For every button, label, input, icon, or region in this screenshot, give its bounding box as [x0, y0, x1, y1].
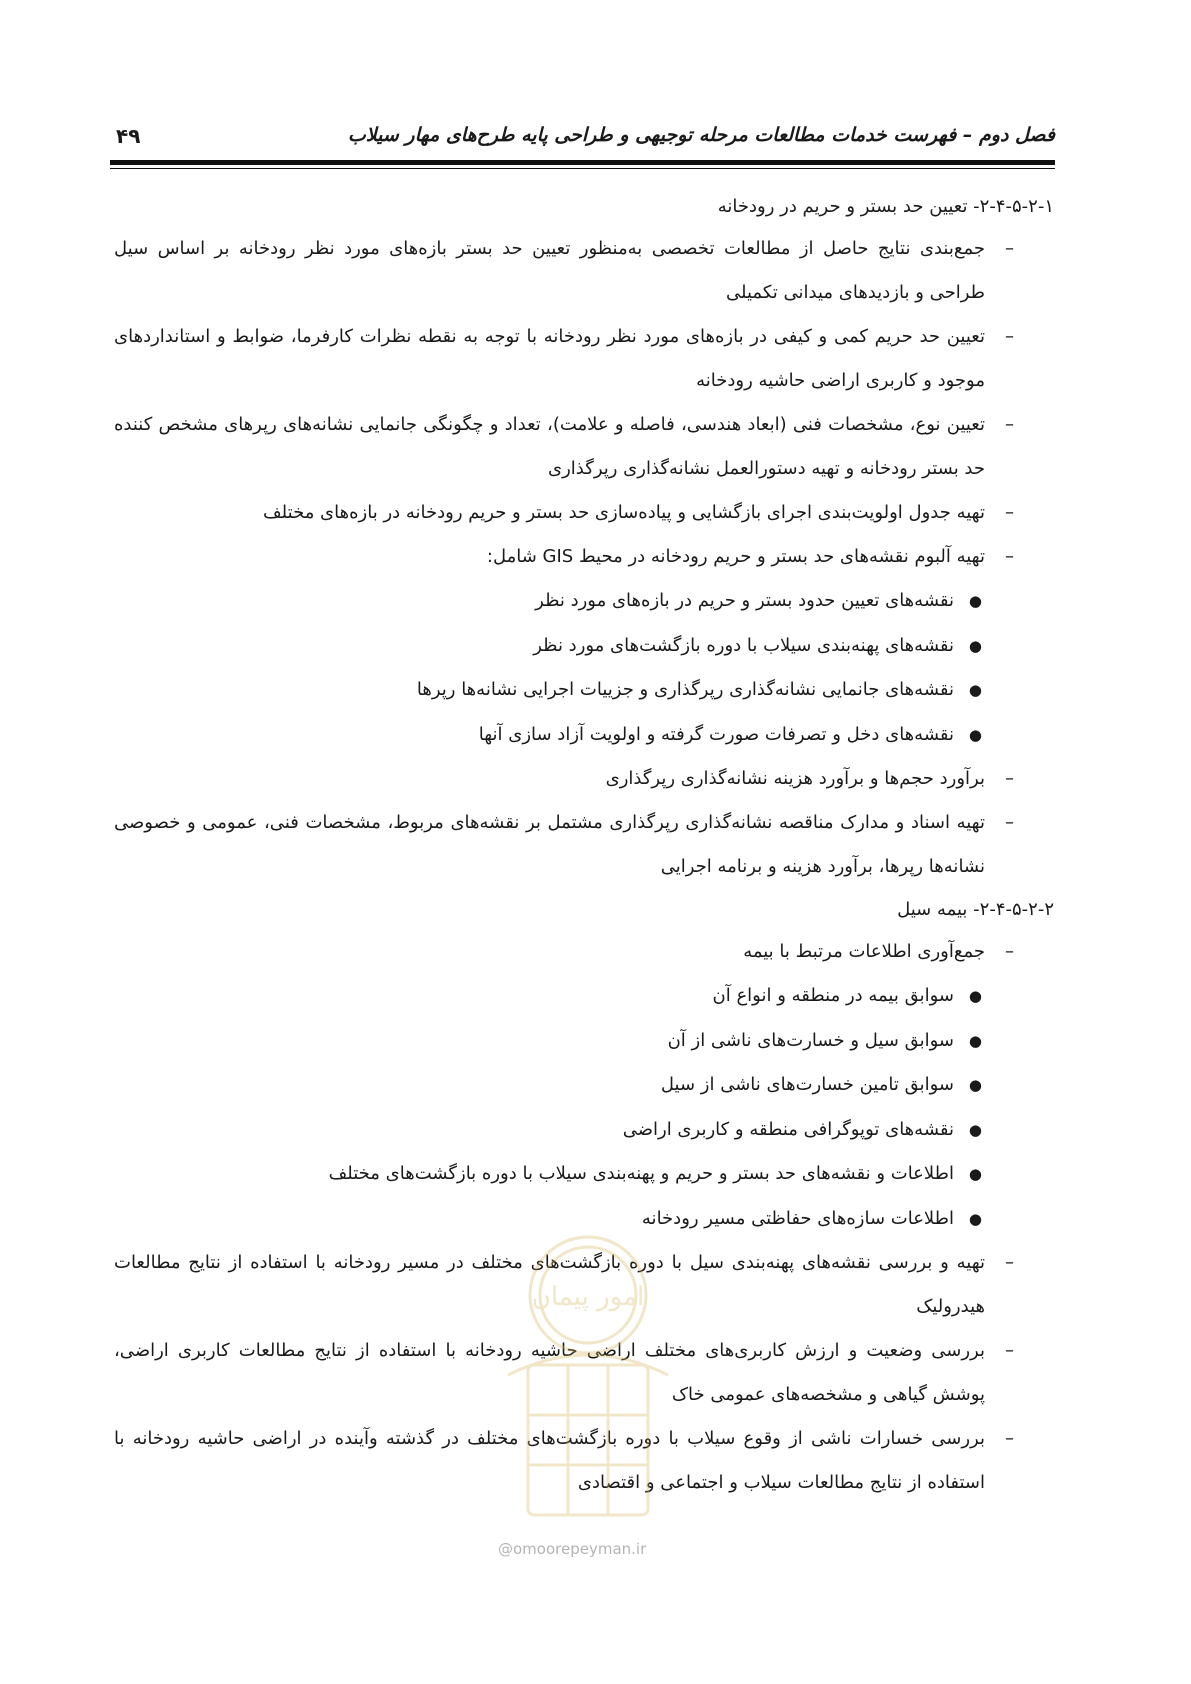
dash-marker: – — [1005, 812, 1014, 833]
list-item: – تعیین حد حریم کمی و کیفی در بازه‌های مورد نظر رودخانه با توجه به نقطه نظرات کارفرما، ضوابط و استانداردهای موجود و کاربری اراضی حاشیه رودخانه — [114, 315, 1054, 403]
dash-marker: – — [1005, 502, 1014, 523]
list-item: – تهیه و بررسی نقشه‌های پهنه‌بندی سیل با دوره بازگشت‌های مختلف در مسیر رودخانه با استفاده از نتایج مطالعات هیدرولیک — [114, 1241, 1054, 1329]
bullet-item: ● نقشه‌های توپوگرافی منطقه و کاربری اراضی — [114, 1108, 1054, 1153]
list-item: – تهیه آلبوم نقشه‌های حد بستر و حریم رودخانه در محیط GIS شامل: — [114, 535, 1054, 579]
list-item: – تهیه اسناد و مدارک مناقصه نشانه‌گذاری رپرگذاری مشتمل بر نقشه‌های مربوط، مشخصات فنی، عمومی و خصوصی نشانه‌ها رپرها، برآورد هزینه و برنامه اجرایی — [114, 801, 1054, 889]
dash-marker: – — [1005, 238, 1014, 259]
header-title: فصل دوم – فهرست خدمات مطالعات مرحله توجیهی و طراحی پایه طرح‌های مهار سیلاب — [347, 124, 1055, 146]
bullet-item: ● سوابق بیمه در منطقه و انواع آن — [114, 974, 1054, 1019]
list-item: – تهیه جدول اولویت‌بندی اجرای بازگشایی و پیاده‌سازی حد بستر و حریم رودخانه در بازه‌های مختلف — [114, 491, 1054, 535]
dash-marker: – — [1005, 1340, 1014, 1361]
bullet-icon: ● — [968, 1076, 982, 1094]
dash-marker: – — [1005, 546, 1014, 567]
dash-marker: – — [1005, 326, 1014, 347]
document-body — [114, 186, 1054, 1505]
bullet-icon: ● — [968, 725, 982, 744]
bullet-item: ● سوابق تامین خسارت‌های ناشی از سیل — [114, 1063, 1054, 1108]
list-item: – تعیین نوع، مشخصات فنی (ابعاد هندسی، فاصله و علامت)، تعداد و چگونگی جانمایی نشانه‌های رپرهای مشخص کننده حد بستر رودخانه و تهیه دستورالعمل نشانه‌گذاری رپرگذاری — [114, 403, 1054, 491]
section-heading-flood-insurance: ۲-۴-۵-۲-۲- بیمه سیل — [897, 899, 1054, 920]
bullet-item: ● نقشه‌های تعیین حدود بستر و حریم در بازه‌های مورد نظر — [114, 579, 1054, 624]
page-header — [110, 124, 1055, 154]
list-item: – بررسی خسارات ناشی از وقوع سیلاب با دوره بازگشت‌های مختلف در گذشته وآینده در اراضی حاشیه رودخانه با استفاده از نتایج مطالعات سیلاب و اجتماعی و اقتصادی — [114, 1417, 1054, 1505]
bullet-icon: ● — [968, 681, 982, 699]
bullet-icon: ● — [968, 592, 982, 610]
bullet-item: ● نقشه‌های دخل و تصرفات صورت گرفته و اولویت آزاد سازی آنها — [114, 713, 1054, 758]
dash-marker: – — [1005, 1428, 1014, 1449]
dash-marker: – — [1005, 1252, 1014, 1273]
list-item: – بررسی وضعیت و ارزش کاربری‌های مختلف اراضی حاشیه رودخانه با استفاده از نتایج مطالعات کاربری اراضی، پوشش گیاهی و مشخصه‌های عمومی خاک — [114, 1329, 1054, 1417]
bullet-icon: ● — [968, 987, 982, 1005]
bullet-icon: ● — [968, 636, 982, 655]
bullet-icon: ● — [968, 1165, 982, 1183]
header-rule-thick — [110, 160, 1055, 165]
bullet-item: ● اطلاعات سازه‌های حفاظتی مسیر رودخانه — [114, 1197, 1054, 1242]
dash-marker: – — [1005, 941, 1014, 962]
header-rule-thin — [110, 168, 1055, 169]
watermark-url: @omoorepeyman.ir — [498, 1540, 647, 1558]
bullet-icon: ● — [968, 1120, 982, 1139]
bullet-icon: ● — [968, 1031, 982, 1050]
bullet-item: ● اطلاعات و نقشه‌های حد بستر و حریم و پهنه‌بندی سیلاب با دوره بازگشت‌های مختلف — [114, 1152, 1054, 1197]
dash-marker: – — [1005, 414, 1014, 435]
list-item: – جمع‌آوری اطلاعات مرتبط با بیمه — [114, 930, 1054, 974]
page-number: ۴۹ — [116, 124, 141, 148]
bullet-icon: ● — [968, 1209, 982, 1228]
svg-text:امور پیمان: امور پیمان — [531, 1282, 645, 1312]
section-heading-river-bed: ۲-۴-۵-۲-۱- تعیین حد بستر و حریم در رودخانه — [717, 196, 1054, 217]
list-item: – جمع‌بندی نتایج حاصل از مطالعات تخصصی به‌منظور تعیین حد بستر بازه‌های مورد نظر رودخانه بر اساس سیل طراحی و بازدیدهای میدانی تکمیلی — [114, 227, 1054, 315]
bullet-item: ● سوابق سیل و خسارت‌های ناشی از آن — [114, 1019, 1054, 1064]
list-item: – برآورد حجم‌ها و برآورد هزینه نشانه‌گذاری رپرگذاری — [114, 757, 1054, 801]
dash-marker: – — [1005, 768, 1014, 789]
bullet-item: ● نقشه‌های پهنه‌بندی سیلاب با دوره بازگشت‌های مورد نظر — [114, 624, 1054, 669]
bullet-item: ● نقشه‌های جانمایی نشانه‌گذاری رپرگذاری و جزییات اجرایی نشانه‌ها رپرها — [114, 668, 1054, 713]
